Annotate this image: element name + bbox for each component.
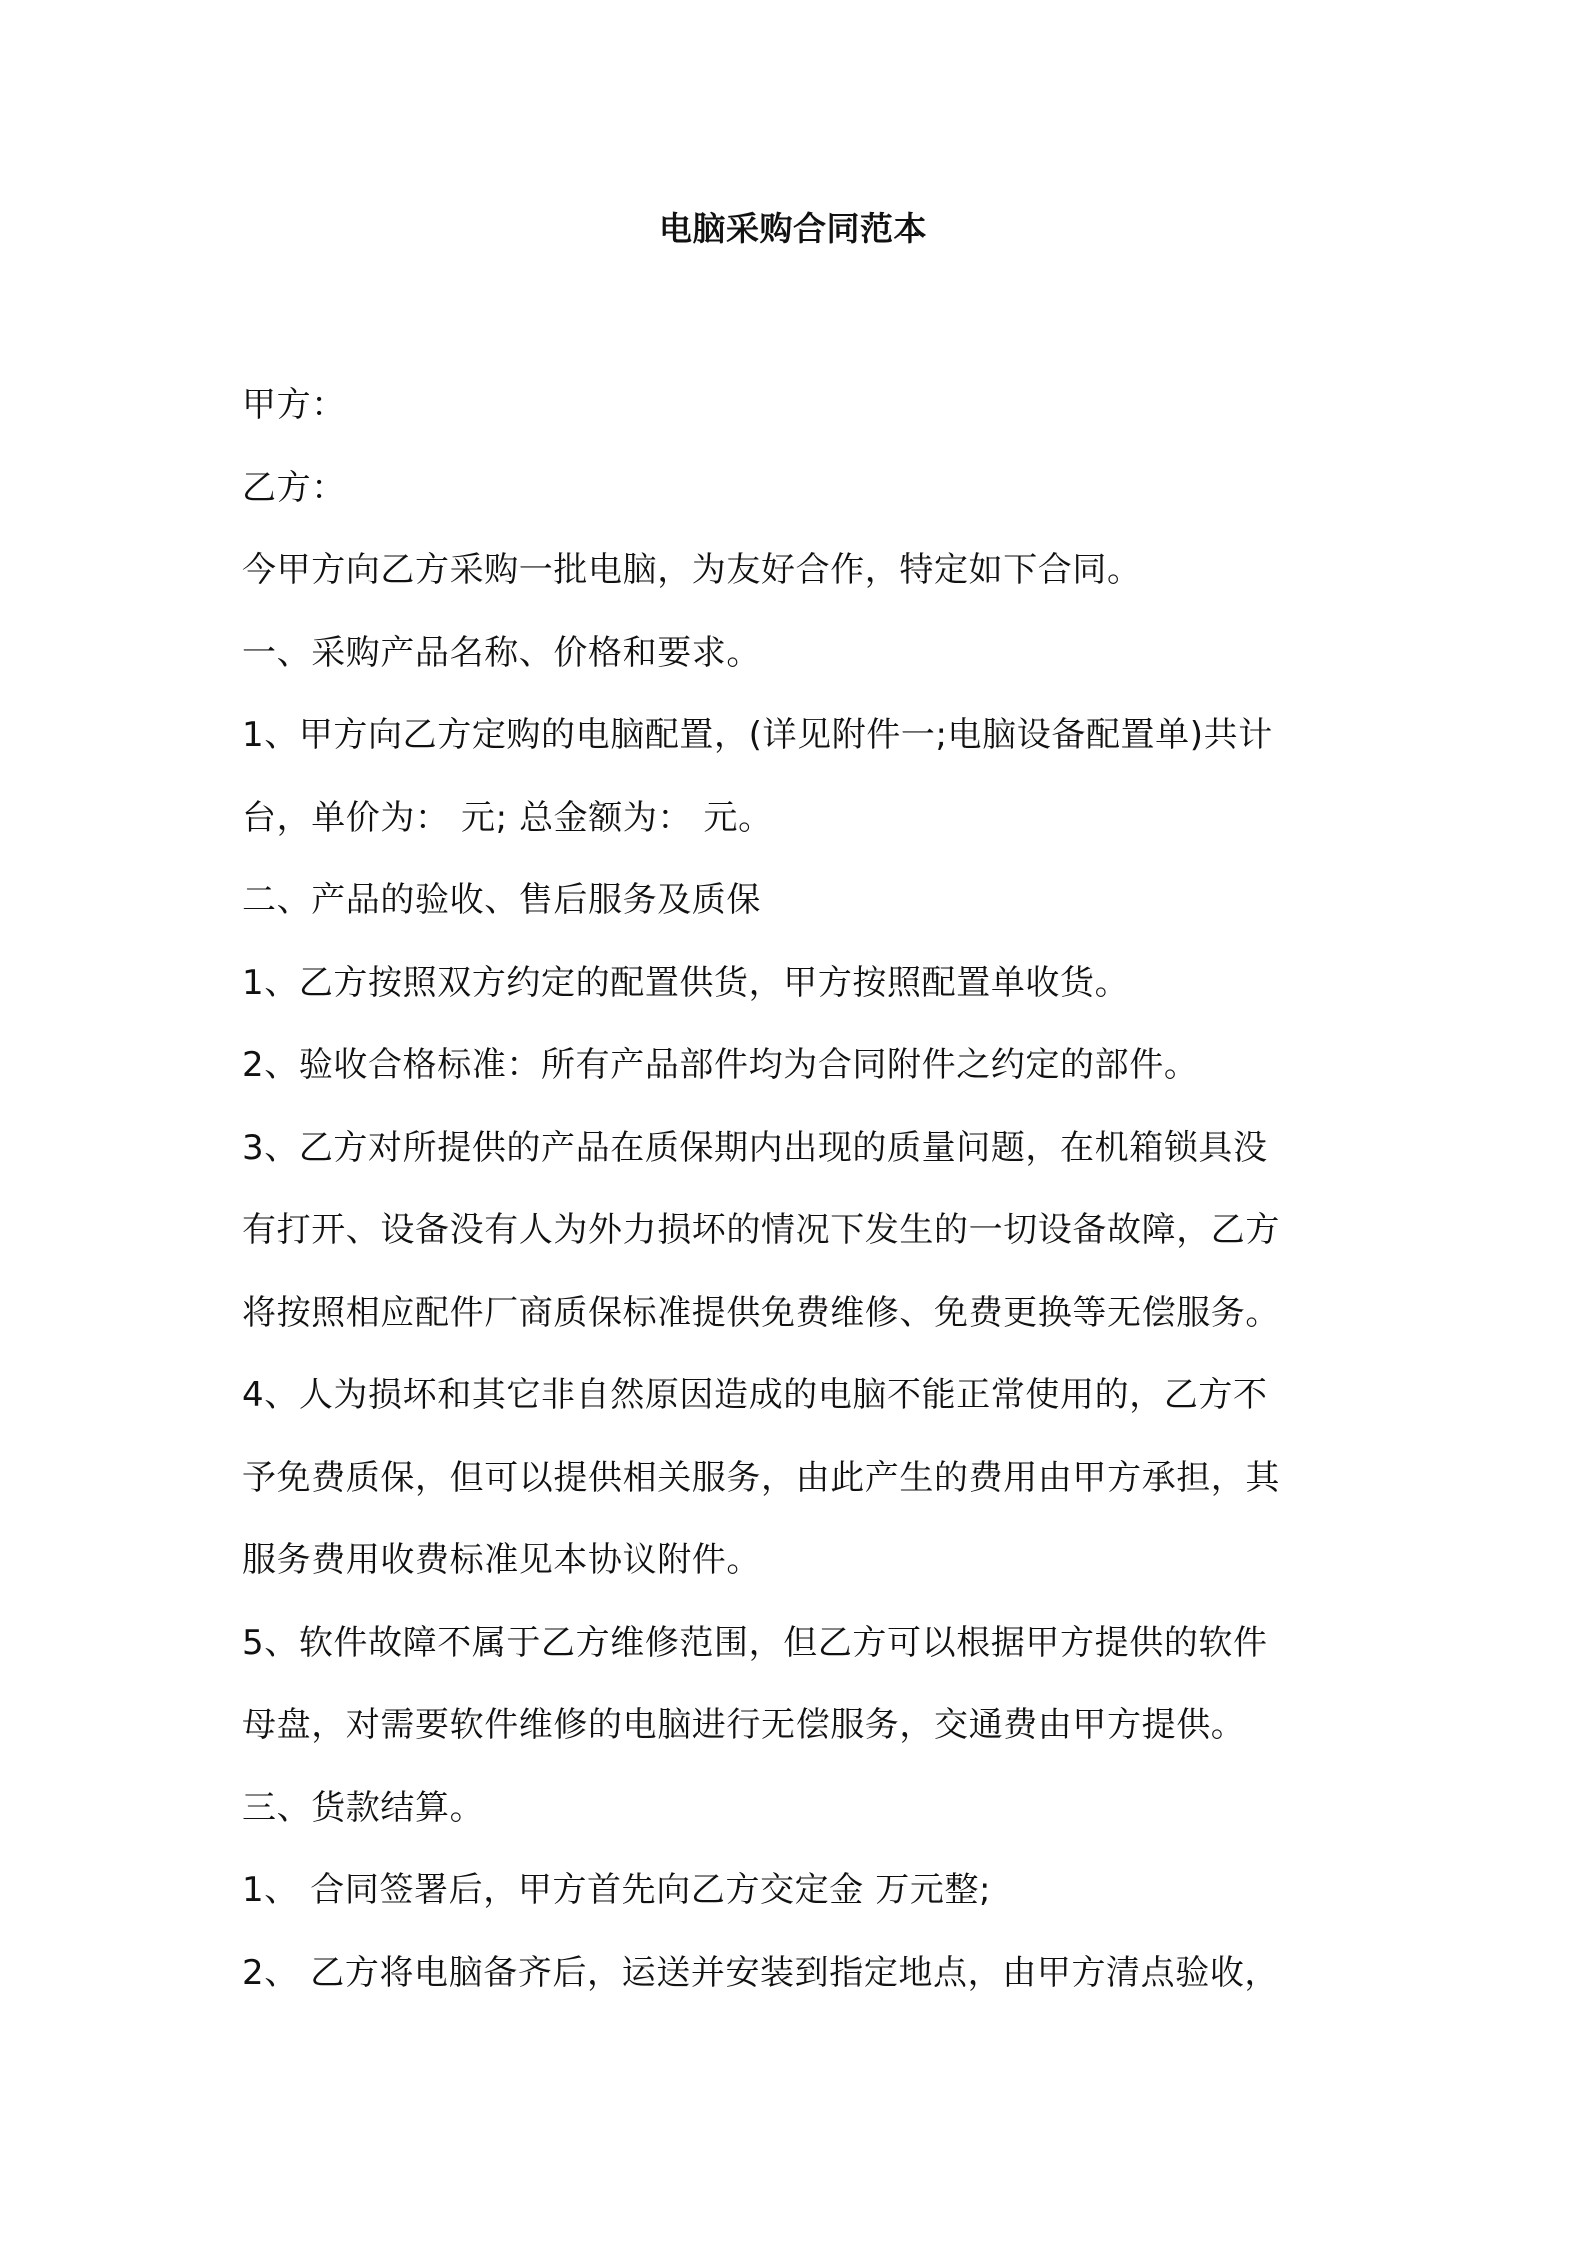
party-a-line: 甲方：: [242, 385, 346, 425]
paragraph-line: 母盘，对需要软件维修的电脑进行无偿服务，交通费由甲方提供。: [242, 1705, 1246, 1745]
paragraph-line: 1、甲方向乙方定购的电脑配置，(详见附件一;电脑设备配置单)共计: [242, 715, 1273, 755]
paragraph-line: 2、验收合格标准：所有产品部件均为合同附件之约定的部件。: [242, 1045, 1199, 1085]
paragraph-line: 有打开、设备没有人为外力损坏的情况下发生的一切设备故障，乙方: [242, 1210, 1280, 1250]
paragraph-line: 台，单价为： 元; 总金额为： 元。: [242, 797, 773, 838]
contract-title: 电脑采购合同范本: [659, 209, 927, 248]
section-3-heading: 三、货款结算。: [242, 1787, 485, 1828]
paragraph-line: 3、乙方对所提供的产品在质保期内出现的质量问题，在机箱锁具没: [242, 1127, 1268, 1168]
section-2-heading: 二、产品的验收、售后服务及质保: [242, 880, 761, 920]
paragraph-line: 予免费质保，但可以提供相关服务，由此产生的费用由甲方承担，其: [242, 1457, 1280, 1498]
paragraph-line: 1、乙方按照双方约定的配置供货，甲方按照配置单收货。: [242, 962, 1130, 1003]
paragraph-line: 2、 乙方将电脑备齐后，运送并安装到指定地点，由甲方清点验收，: [242, 1952, 1280, 1993]
contract-body: [242, 364, 1362, 2014]
party-b-line: 乙方：: [242, 467, 346, 508]
paragraph-line: 服务费用收费标准见本协议附件。: [242, 1540, 761, 1580]
section-1-heading: 一、采购产品名称、价格和要求。: [242, 632, 761, 673]
paragraph-line: 1、 合同签署后，甲方首先向乙方交定金 万元整;: [242, 1870, 992, 1910]
paragraph-line: 5、软件故障不属于乙方维修范围，但乙方可以根据甲方提供的软件: [242, 1622, 1268, 1663]
paragraph-line: 4、人为损坏和其它非自然原因造成的电脑不能正常使用的，乙方不: [242, 1375, 1268, 1415]
paragraph-line: 将按照相应配件厂商质保标准提供免费维修、免费更换等无偿服务。: [242, 1292, 1280, 1333]
preamble-line: 今甲方向乙方采购一批电脑，为友好合作，特定如下合同。: [242, 550, 1142, 590]
